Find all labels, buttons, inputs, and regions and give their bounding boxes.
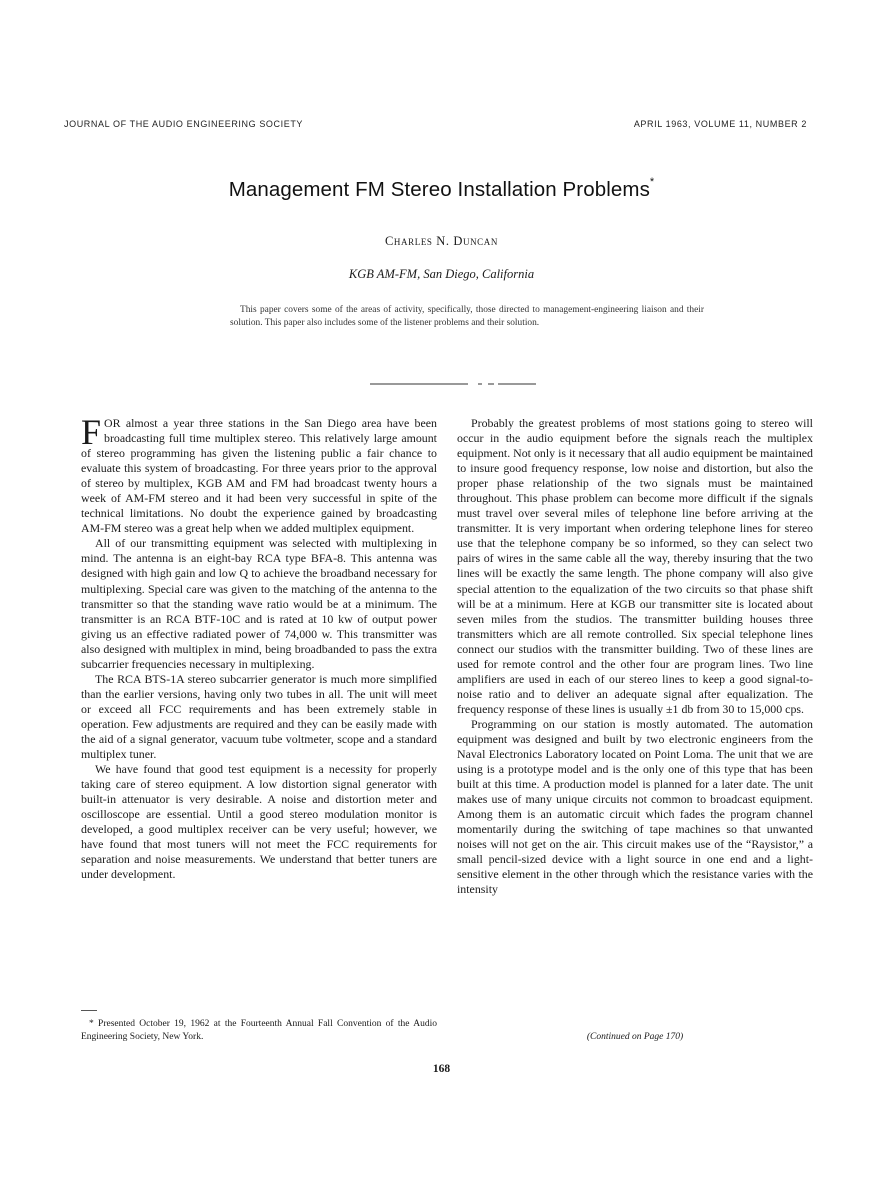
author-name: Charles N. Duncan <box>385 234 498 248</box>
paragraph-text: OR almost a year three stations in the San Diego area have been broadcasting full time multiplex stereo. This relatively large amount of stereo programming has given the listening public a fair chance to evaluate this system of broadcasting. For three years prior to the approval of stereo by multiplex, KGB AM and FM had broadcast twenty hours a week of AM-FM stereo and it had been very successful in spite of the technical limitations. No doubt the experience gained by broadcasting AM-FM stereo was a great help when we added multiplex equipment. <box>81 416 437 536</box>
footnote-rule <box>81 1010 97 1011</box>
continued-note: (Continued on Page 170) <box>586 1032 684 1042</box>
body-column-left <box>81 412 437 882</box>
section-divider <box>370 383 536 385</box>
page-number: 168 <box>432 1063 451 1075</box>
drop-cap: F <box>81 412 102 452</box>
author-affiliation: KGB AM-FM, San Diego, California <box>348 267 535 281</box>
abstract: This paper covers some of the areas of activity, specifically, those directed to management-engineering liaison and their solution. This paper also includes some of the listener problems and their solution. <box>230 305 704 328</box>
footnote: * Presented October 19, 1962 at the Fourteenth Annual Fall Convention of the Audio Engineering Society, New York. <box>81 1019 437 1042</box>
paragraph: Probably the greatest problems of most stations going to stereo will occur in the audio equipment before the signals reach the multiplex equipment. Not only is it necessary that all audio equipment be maintained to insure good frequency response, low noise and distortion, but also the proper phase relationship of the two signals must be maintained throughout. This phase problem can become more difficult if the signals must travel over several miles of telephone line before arriving at the transmitter. It is very important when ordering telephone lines for stereo use that the telephone company be so informed, so they can select two pairs of wires in the same cable all the way, thereby insuring that the two lines will be exactly the same length. The phone company will also give special attention to the equalization of the two circuits so that phase shift will be at a minimum. Here at KGB our transmitter site is located about seven miles from the studios. The transmitter building houses three transmitters which are all remote controlled. Six special telephone lines connect our studios with the transmitter building. Two of these lines are used for remote control and the other four are program lines. Two line amplifiers are used in each of our stereo lines to keep a good signal-to-noise ratio and to deliver an adequate signal after equalization. The frequency response of these lines is usually ±1 db from 30 to 15,000 cps. <box>457 416 813 716</box>
paragraph: Programming on our station is mostly automated. The automation equipment was designed and built by two electronic engineers from the Naval Electronics Laboratory located on Point Loma. The unit that we are using is a prototype model and is the only one of this type that has been built at this time. A production model is planned for a later date. The unit makes use of many unique circuits not common to broadcast equipment. Among them is an automatic circuit which fades the program channel momentarily during the switching of tape machines so that unwanted noises will not get on the air. This circuit makes use of the “Raysistor,” a small pencil-sized device with a light source in one end and a light-sensitive element in the other through which the resistance varies with the intensity <box>457 716 813 897</box>
issue-header: APRIL 1963, VOLUME 11, NUMBER 2 <box>633 119 807 129</box>
journal-header: JOURNAL OF THE AUDIO ENGINEERING SOCIETY <box>64 119 304 129</box>
body-column-right <box>457 416 813 898</box>
title-text: Management FM Stereo Installation Problems <box>228 178 650 201</box>
paragraph: We have found that good test equipment is a necessity for properly taking care of stereo equipment. A low distortion signal generator with built-in attenuator is very desirable. A noise and distortion meter and oscilloscope are essential. Until a good stereo modulation monitor is developed, a good multiplex receiver can be very useful; however, we have found that most tuners will not meet the FCC requirements for separation and noise measurements. We understand that better tuners are under development. <box>81 762 437 882</box>
article-title <box>0 178 883 202</box>
paragraph: All of our transmitting equipment was selected with multiplexing in mind. The antenna is an eight-bay RCA type BFA-8. This antenna was designed with high gain and low Q to achieve the broadband necessary for multiplexing. Special care was given to the matching of the antenna to the transmitter so that the standing wave ratio would be at a minimum. The transmitter is an RCA BTF-10C and is rated at 10 kw of output power giving us an effective radiated power of 74,000 w. This transmitter was also designed with multiplex in mind, being broadbanded to pass the extra subcarrier frequencies necessary in multiplexing. <box>81 536 437 671</box>
paragraph <box>81 412 437 536</box>
title-footnote-mark: * <box>649 176 655 188</box>
paragraph: The RCA BTS-1A stereo subcarrier generator is much more simplified than the earlier versions, having only two tubes in all. The unit will meet or exceed all FCC requirements and has been extremely stable in operation. Few adjustments are required and they can be easily made with the aid of a signal generator, vacuum tube voltmeter, scope and a standard multiplex tuner. <box>81 671 437 762</box>
